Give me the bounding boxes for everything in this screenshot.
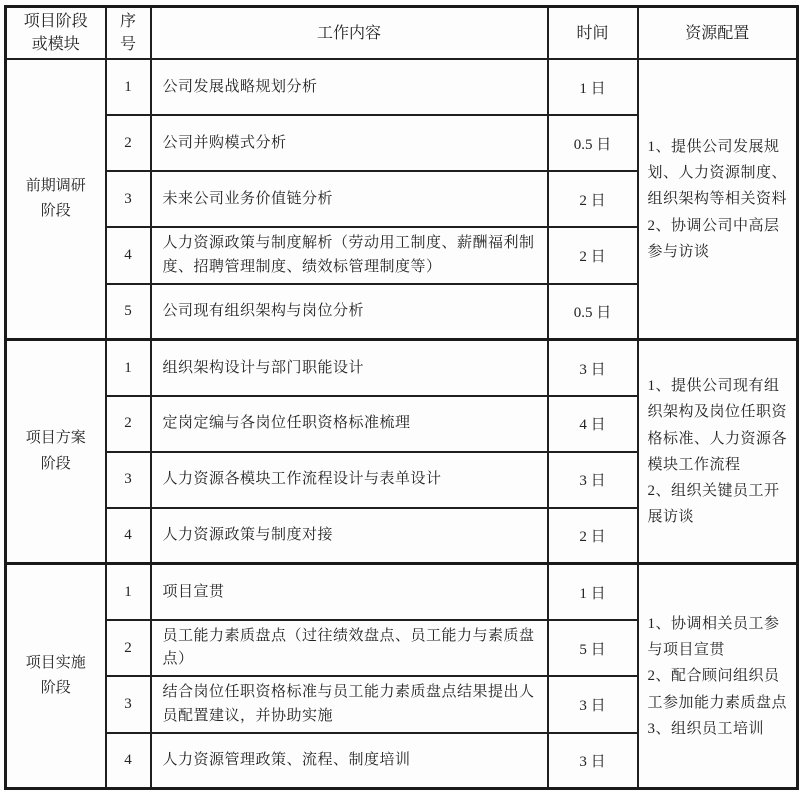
time-cell: 2 日	[548, 227, 638, 284]
table-body	[6, 59, 798, 789]
resource-item: 2、组织关键员工开展访谈	[647, 483, 780, 526]
header-phase: 项目阶段或模块	[6, 7, 106, 60]
resource-item: 3、组织员工培训	[647, 720, 765, 737]
table-row	[6, 340, 798, 396]
work-content-cell: 人力资源各模块工作流程设计与表单设计	[151, 452, 548, 508]
seq-cell: 4	[106, 733, 151, 789]
resource-item: 2、配合顾问组织员工参加能力素质盘点	[647, 668, 788, 711]
time-cell: 0.5 日	[548, 284, 638, 340]
header-resource: 资源配置	[638, 7, 798, 60]
time-cell: 3 日	[548, 340, 638, 396]
resource-item: 1、提供公司现有组织架构及岗位任职资格标准、人力资源各模块工作流程	[647, 378, 788, 473]
header-content: 工作内容	[151, 7, 548, 60]
seq-cell: 4	[106, 508, 151, 564]
phase-cell: 前期调研阶段	[6, 59, 106, 340]
seq-cell: 1	[106, 564, 151, 620]
table-row	[6, 59, 798, 115]
header-seq: 序号	[106, 7, 151, 60]
seq-cell: 3	[106, 676, 151, 733]
seq-cell: 3	[106, 171, 151, 227]
seq-cell: 2	[106, 620, 151, 677]
table-row	[6, 564, 798, 620]
resource-cell	[638, 564, 798, 789]
resource-cell	[638, 340, 798, 564]
work-content-cell: 公司并购模式分析	[151, 115, 548, 171]
work-content-cell: 人力资源政策与制度解析（劳动用工制度、薪酬福利制度、招聘管理制度、绩效标管理制度等）	[151, 227, 548, 284]
time-cell: 1 日	[548, 59, 638, 115]
header-time: 时间	[548, 7, 638, 60]
table-header	[6, 7, 798, 60]
header-row	[6, 7, 798, 60]
time-cell: 3 日	[548, 733, 638, 789]
seq-cell: 1	[106, 340, 151, 396]
work-content-cell: 人力资源政策与制度对接	[151, 508, 548, 564]
time-cell: 3 日	[548, 452, 638, 508]
seq-cell: 4	[106, 227, 151, 284]
work-content-cell: 公司发展战略规划分析	[151, 59, 548, 115]
work-content-cell: 人力资源管理政策、流程、制度培训	[151, 733, 548, 789]
work-content-cell: 结合岗位任职资格标准与员工能力素质盘点结果提出人员配置建议，并协助实施	[151, 676, 548, 733]
time-cell: 0.5 日	[548, 115, 638, 171]
work-content-cell: 员工能力素质盘点（过往绩效盘点、员工能力与素质盘点）	[151, 620, 548, 677]
time-cell: 5 日	[548, 620, 638, 677]
seq-cell: 3	[106, 452, 151, 508]
resource-item: 1、协调相关员工参与项目宣贯	[647, 615, 780, 658]
phase-cell: 项目方案阶段	[6, 340, 106, 564]
work-content-cell: 定岗定编与各岗位任职资格标准梳理	[151, 396, 548, 452]
seq-cell: 5	[106, 284, 151, 340]
work-content-cell: 未来公司业务价值链分析	[151, 171, 548, 227]
work-content-cell: 公司现有组织架构与岗位分析	[151, 284, 548, 340]
seq-cell: 2	[106, 396, 151, 452]
project-plan-table	[4, 5, 799, 790]
work-content-cell: 项目宣贯	[151, 564, 548, 620]
seq-cell: 1	[106, 59, 151, 115]
resource-item: 2、协调公司中高层参与访谈	[647, 217, 780, 260]
time-cell: 4 日	[548, 396, 638, 452]
resource-item: 1、提供公司发展规划、人力资源制度、组织架构等相关资料	[647, 138, 788, 208]
time-cell: 1 日	[548, 564, 638, 620]
time-cell: 3 日	[548, 676, 638, 733]
seq-cell: 2	[106, 115, 151, 171]
phase-cell: 项目实施阶段	[6, 564, 106, 789]
resource-cell	[638, 59, 798, 340]
time-cell: 2 日	[548, 171, 638, 227]
work-content-cell: 组织架构设计与部门职能设计	[151, 340, 548, 396]
time-cell: 2 日	[548, 508, 638, 564]
